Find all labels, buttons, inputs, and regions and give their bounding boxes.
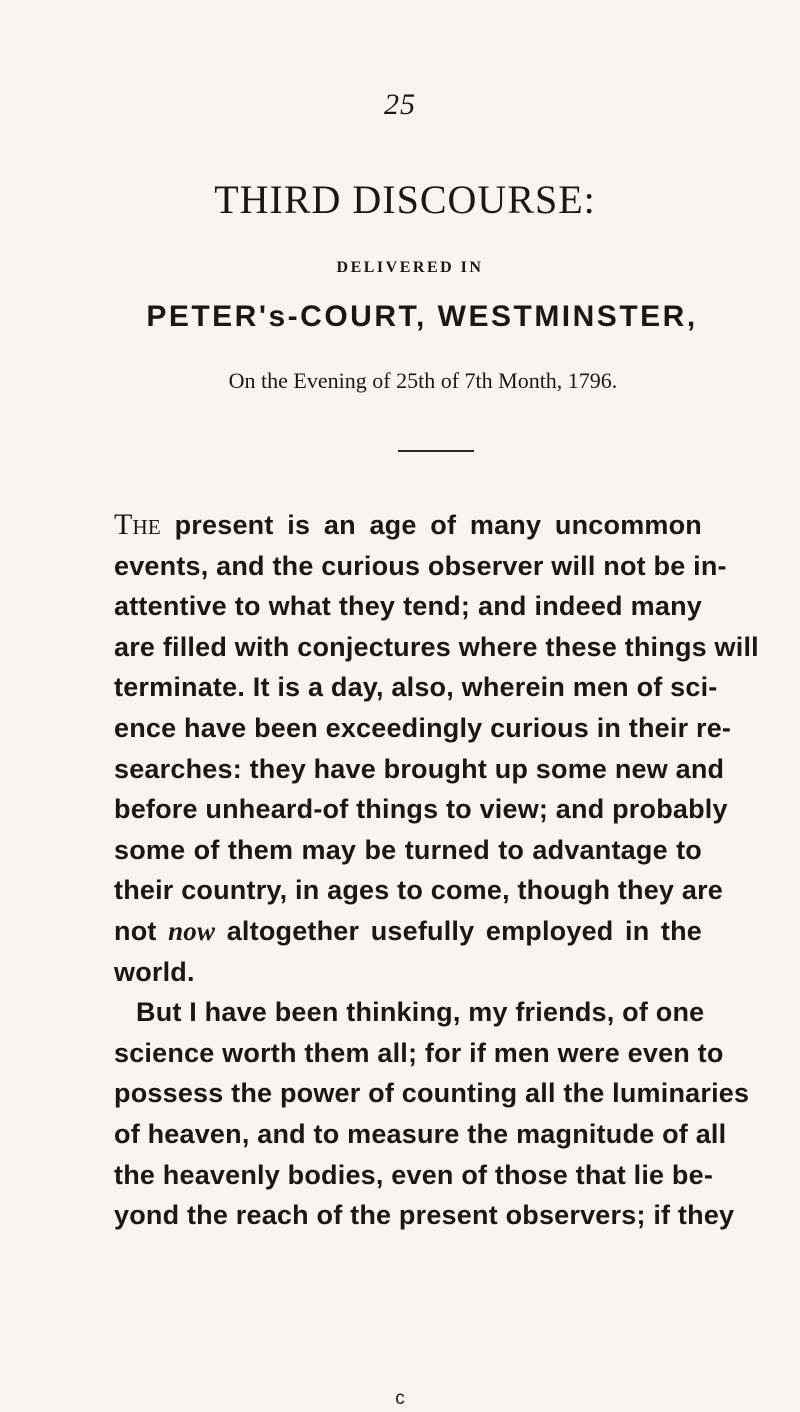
line-text: present is an age of many uncommon <box>160 510 702 540</box>
text-line: searches: they have brought up some new and <box>114 753 725 784</box>
text-line: ence have been exceedingly curious in their re- <box>114 712 732 743</box>
text-line: attentive to what they tend; and indeed many <box>114 591 702 622</box>
text-line <box>114 911 702 952</box>
date-line: On the Evening of 25th of 7th Month, 1796. <box>228 368 618 393</box>
signature-mark: c <box>395 1388 405 1409</box>
text-line: science worth them all; for if men were even to <box>114 1037 724 1068</box>
page-number: 25 <box>384 88 416 121</box>
italic-emphasis: now <box>168 915 216 946</box>
body-text <box>114 505 759 1236</box>
text-line: yond the reach of the present observers; if they <box>114 1200 735 1231</box>
discourse-title: THIRD DISCOURSE: <box>214 177 596 222</box>
delivered-label: DELIVERED IN <box>336 259 484 276</box>
line-text: altogether usefully employed in the <box>215 915 702 946</box>
line-text: not <box>114 915 169 946</box>
text-line: the heavenly bodies, even of those that lie be- <box>114 1159 714 1190</box>
section-rule <box>398 450 474 452</box>
text-line: possess the power of counting all the luminaries <box>114 1078 750 1109</box>
text-line: are filled with conjectures where these things will <box>114 631 759 662</box>
text-line: events, and the curious observer will not be in- <box>114 550 727 581</box>
location-heading: PETER's-COURT, WESTMINSTER, <box>146 300 698 333</box>
text-line: some of them may be turned to advantage to <box>114 834 702 865</box>
text-line: terminate. It is a day, also, wherein men of sci- <box>114 672 718 703</box>
text-line: of heaven, and to measure the magnitude of all <box>114 1118 727 1149</box>
text-line <box>114 505 702 546</box>
small-caps-opening: The <box>114 508 161 541</box>
text-line: their country, in ages to come, though they are <box>114 875 723 906</box>
text-line: before unheard-of things to view; and probably <box>114 794 728 825</box>
text-line: world. <box>114 956 195 987</box>
text-line: But I have been thinking, my friends, of one <box>136 997 705 1028</box>
